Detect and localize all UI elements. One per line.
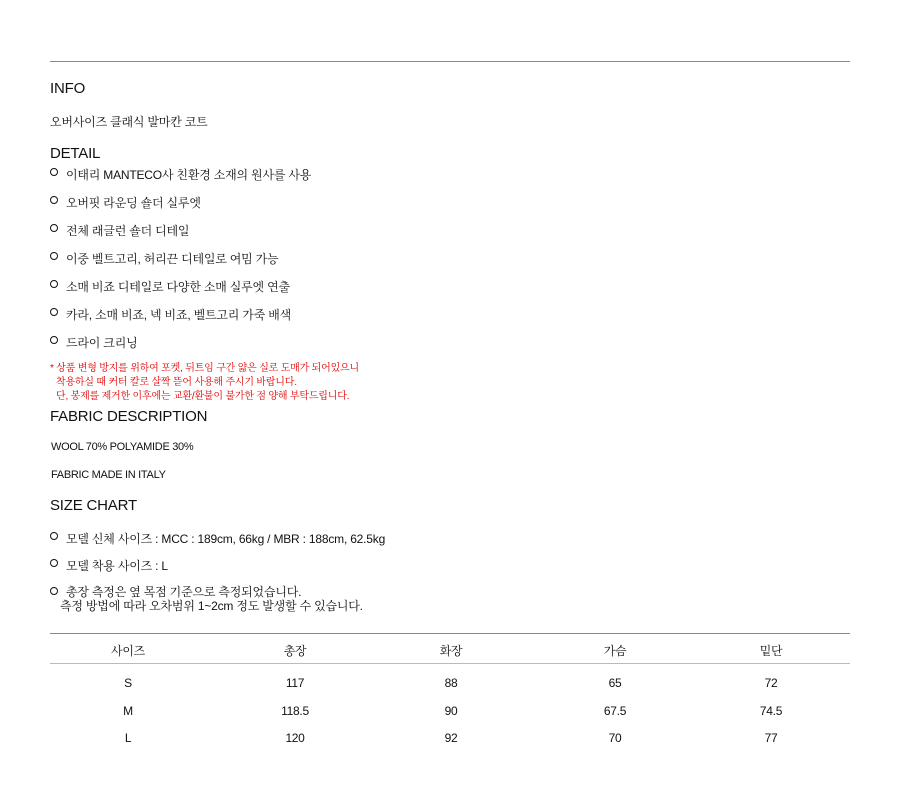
care-notice-line: * 상품 변형 방지를 위하여 포켓, 뒤트임 구간 얇은 실로 도매가 되어있으니 (50, 363, 359, 374)
detail-item (50, 278, 290, 295)
product-name: 오버사이즈 클래식 발마칸 코트 (50, 115, 208, 129)
table-cell: M (123, 704, 133, 718)
model-wear-text: 모델 착용 사이즈 : L (66, 559, 168, 573)
circle-bullet-icon (50, 252, 58, 260)
circle-bullet-icon (50, 308, 58, 316)
table-cell: 77 (764, 731, 778, 745)
detail-item (50, 194, 201, 211)
measure-note (50, 585, 363, 613)
table-cell: 65 (608, 676, 622, 690)
care-notice-line: 착용하실 때 커터 칼로 살짝 뜯어 사용해 주시기 바랍니다. (56, 377, 297, 388)
circle-bullet-icon (50, 196, 58, 204)
detail-item (50, 222, 189, 239)
detail-item (50, 166, 311, 183)
table-header-cell: 화장 (439, 644, 463, 658)
measure-note-text (60, 585, 363, 613)
circle-bullet-icon (50, 336, 58, 344)
table-header-cell: 사이즈 (111, 644, 145, 658)
table-header-cell: 가슴 (603, 644, 627, 658)
fabric-composition: WOOL 70% POLYAMIDE 30% (51, 441, 194, 453)
model-size-text: 모델 신체 사이즈 : MCC : 189cm, 66kg / MBR : 188cm, 62.5kg (66, 532, 386, 546)
care-notice-line: 단, 봉제를 제거한 이후에는 교환/환불이 불가한 점 양해 부탁드립니다. (56, 391, 350, 402)
circle-bullet-icon (50, 168, 58, 176)
table-cell: 92 (444, 731, 458, 745)
detail-item (50, 250, 278, 267)
care-notice (50, 362, 359, 404)
size-chart-title: SIZE CHART (50, 497, 137, 514)
table-header-rule (50, 663, 850, 664)
table-top-rule (50, 633, 850, 634)
detail-item-text: 이중 벨트고리, 허리끈 디테일로 여밈 가능 (66, 252, 279, 266)
measure-note-line: 측정 방법에 따라 오차범위 1~2cm 정도 발생할 수 있습니다. (60, 599, 363, 613)
detail-item-text: 소매 비죠 디테일로 다양한 소매 실루엣 연출 (66, 280, 290, 294)
info-title: INFO (50, 80, 86, 97)
fabric-origin: FABRIC MADE IN ITALY (51, 469, 166, 481)
model-size-note (50, 530, 385, 547)
circle-bullet-icon (50, 587, 58, 595)
table-cell: 70 (608, 731, 622, 745)
fabric-title: FABRIC DESCRIPTION (50, 408, 208, 425)
model-wear-note (50, 557, 168, 574)
detail-item-text: 카라, 소매 비죠, 넥 비죠, 벨트고리 가죽 배색 (66, 308, 292, 322)
circle-bullet-icon (50, 224, 58, 232)
detail-item (50, 306, 291, 323)
table-cell: 90 (444, 704, 458, 718)
measure-note-line: 총장 측정은 옆 목점 기준으로 측정되었습니다. (66, 585, 302, 599)
table-header-cell: 총장 (283, 644, 307, 658)
table-cell: L (124, 731, 132, 745)
detail-item (50, 334, 138, 351)
circle-bullet-icon (50, 559, 58, 567)
detail-item-text: 이태리 MANTECO사 친환경 소재의 원사를 사용 (66, 168, 312, 182)
table-cell: S (124, 676, 132, 690)
top-divider (50, 61, 850, 62)
detail-item-text: 오버핏 라운딩 숄더 실루엣 (66, 196, 201, 210)
table-cell: 88 (444, 676, 458, 690)
table-cell: 118.5 (281, 704, 309, 718)
table-cell: 74.5 (759, 704, 783, 718)
detail-title: DETAIL (50, 145, 101, 162)
detail-item-text: 드라이 크리닝 (66, 336, 138, 350)
table-cell: 67.5 (603, 704, 627, 718)
detail-item-text: 전체 래글런 숄더 디테일 (66, 224, 190, 238)
table-cell: 117 (285, 676, 305, 690)
circle-bullet-icon (50, 280, 58, 288)
circle-bullet-icon (50, 532, 58, 540)
table-header-cell: 밑단 (759, 644, 783, 658)
table-cell: 72 (764, 676, 778, 690)
table-cell: 120 (285, 731, 305, 745)
